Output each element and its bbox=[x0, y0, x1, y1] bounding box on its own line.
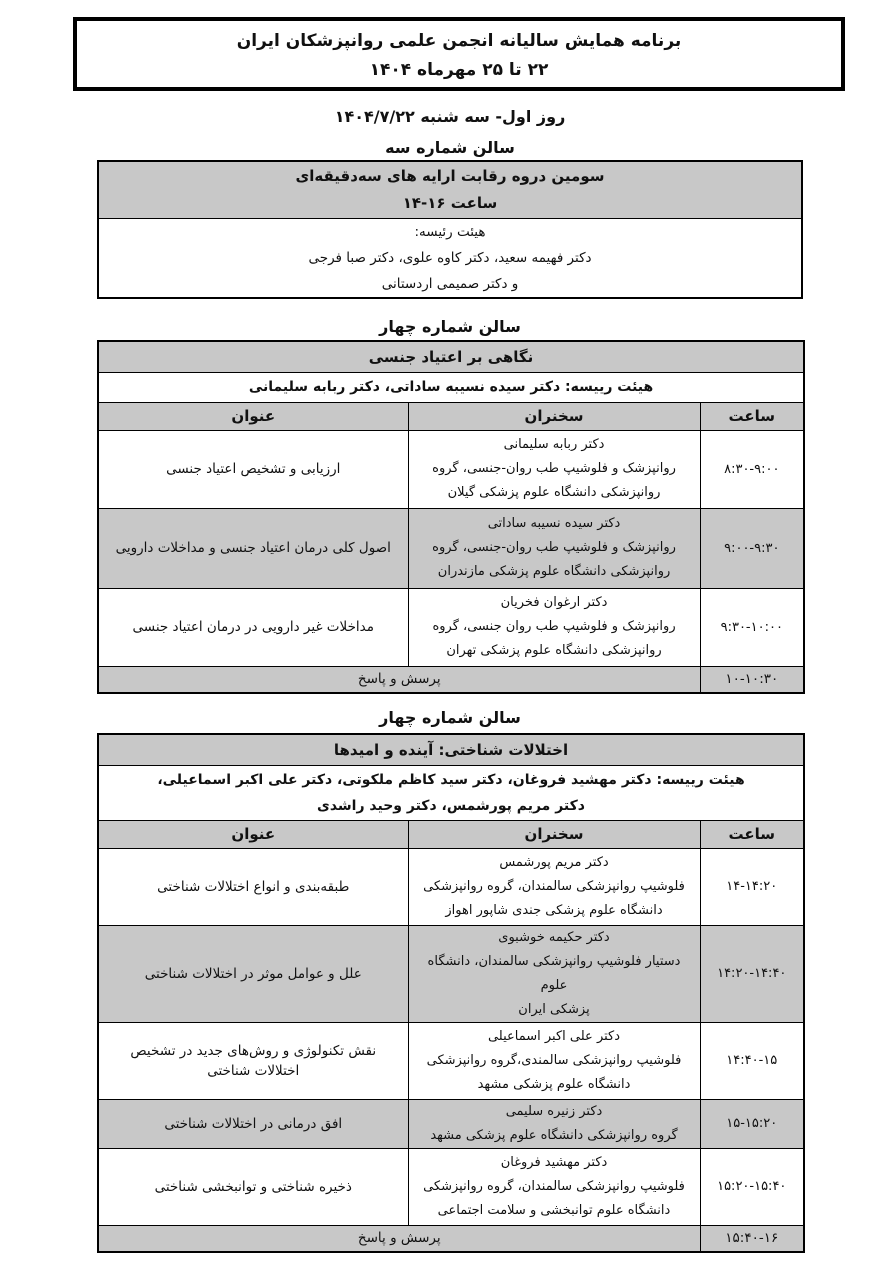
chairs-cell bbox=[98, 218, 802, 298]
speaker-affiliation: روانپزشکی دانشگاه علوم پزشکی مازندران bbox=[437, 564, 671, 579]
table-row bbox=[98, 1022, 804, 1099]
qa-label-cell: پرسش و پاسخ bbox=[98, 1225, 700, 1252]
speaker-affiliation: دستیار فلوشیپ روانپزشکی سالمندان، دانشگاه علوم bbox=[427, 953, 681, 993]
time-range: ۱۵:۲۰-۱۵:۴۰ bbox=[717, 1179, 787, 1194]
time-cell bbox=[700, 848, 804, 925]
speaker-affiliation: روانپزشکی دانشگاه علوم پزشکی گیلان bbox=[447, 485, 661, 500]
speaker-affiliation: دانشگاه علوم پزشکی مشهد bbox=[477, 1076, 631, 1092]
talk-title-cell: نقش تکنولوژی و روش‌های جدید در تشخیص اختلالات شناختی bbox=[98, 1022, 408, 1099]
qa-row bbox=[98, 666, 804, 693]
speaker-affiliation: دانشگاه علوم پزشکی جندی شاپور اهواز bbox=[445, 902, 663, 918]
time-cell bbox=[700, 1225, 804, 1252]
chairs-names-line2: و دکتر صمیمی اردستانی bbox=[381, 275, 519, 292]
speaker-cell bbox=[408, 848, 700, 925]
talk-title-cell: مداخلات غیر دارویی در درمان اعتیاد جنسی bbox=[98, 588, 408, 666]
time-range: ۱۴:۴۰-۱۵ bbox=[726, 1053, 778, 1068]
conference-dates: ۲۲ تا ۲۵ مهرماه ۱۴۰۴ bbox=[369, 60, 549, 80]
speaker-name: دکتر سیده نسیبه ساداتی bbox=[487, 516, 621, 531]
chairs-line2: دکتر مریم پورشمس، دکتر وحید راشدی bbox=[317, 797, 585, 814]
time-range: ۸:۳۰-۹:۰۰ bbox=[724, 461, 780, 477]
session-title-row bbox=[98, 161, 802, 218]
time-range: ۱۴-۱۴:۲۰ bbox=[726, 879, 778, 894]
session-table-sexual-addiction bbox=[97, 340, 805, 694]
speaker-cell bbox=[408, 1148, 700, 1225]
speaker-affiliation: فلوشیپ روانپزشکی سالمندی،گروه روانپزشکی bbox=[426, 1052, 682, 1068]
speaker-affiliation: روانپزشکی دانشگاه علوم پزشکی تهران bbox=[446, 643, 662, 658]
speaker-cell bbox=[408, 588, 700, 666]
session-title-cell bbox=[98, 161, 802, 218]
table-row bbox=[98, 848, 804, 925]
speaker-name: دکتر علی اکبر اسماعیلی bbox=[487, 1028, 621, 1044]
conference-title: برنامه همایش سالیانه انجمن علمی روانپزشکان ایران bbox=[236, 31, 682, 51]
speaker-affiliation: دانشگاه علوم توانبخشی و سلامت اجتماعی bbox=[437, 1202, 671, 1218]
qa-label-cell: پرسش و پاسخ bbox=[98, 666, 700, 693]
time-cell bbox=[700, 925, 804, 1022]
hall-heading-four-1: سالن شماره چهار bbox=[379, 317, 521, 336]
speaker-affiliation: پزشکی ایران bbox=[518, 1001, 590, 1017]
chairs-text: هیئت رییسه: دکتر سیده نسیبه ساداتی، دکتر ربابه سلیمانی bbox=[98, 372, 804, 402]
time-cell bbox=[700, 1099, 804, 1148]
time-cell bbox=[700, 666, 804, 693]
speaker-cell bbox=[408, 508, 700, 588]
column-header-speaker: سخنران bbox=[408, 402, 700, 430]
time-cell bbox=[700, 430, 804, 508]
speaker-name: دکتر ربابه سلیمانی bbox=[503, 437, 605, 452]
speaker-affiliation: فلوشیپ روانپزشکی سالمندان، گروه روانپزشکی bbox=[423, 1178, 685, 1194]
speaker-affiliation: روانپزشک و فلوشیپ طب روان-جنسی، گروه bbox=[432, 461, 676, 476]
time-range: ۱۵-۱۵:۲۰ bbox=[726, 1116, 778, 1131]
talk-title-cell: ذخیره شناختی و توانبخشی شناختی bbox=[98, 1148, 408, 1225]
day-heading: روز اول- سه شنبه ۱۴۰۴/۷/۲۲ bbox=[334, 107, 566, 126]
conference-header-box bbox=[73, 17, 845, 91]
column-header-row bbox=[98, 820, 804, 848]
session-title: اختلالات شناختی: آینده و امیدها bbox=[98, 734, 804, 765]
qa-row bbox=[98, 1225, 804, 1252]
chairs-line1: هیئت رییسه: دکتر مهشید فروغان، دکتر سید کاظم ملکوتی، دکتر علی اکبر اسماعیلی، bbox=[157, 771, 745, 788]
time-cell bbox=[700, 508, 804, 588]
chairs-row bbox=[98, 765, 804, 820]
table-row bbox=[98, 1148, 804, 1225]
column-header-row bbox=[98, 402, 804, 430]
session-title-row bbox=[98, 341, 804, 372]
time-range: ۱۵:۴۰-۱۶ bbox=[725, 1230, 779, 1247]
session-title-line1: سومین دروه رقابت ارایه های سه‌دقیقه‌ای bbox=[295, 166, 605, 185]
time-range: ۹:۰۰-۹:۳۰ bbox=[724, 540, 780, 556]
speaker-affiliation: گروه روانپزشکی دانشگاه علوم پزشکی مشهد bbox=[430, 1127, 678, 1143]
speaker-cell bbox=[408, 1022, 700, 1099]
column-header-title: عنوان bbox=[98, 820, 408, 848]
time-cell bbox=[700, 588, 804, 666]
table-row bbox=[98, 1099, 804, 1148]
session-title-row bbox=[98, 734, 804, 765]
session-title: نگاهی بر اعتیاد جنسی bbox=[98, 341, 804, 372]
chairs-label: هیئت رئیسه: bbox=[414, 223, 486, 240]
chairs-names-line1: دکتر فهیمه سعید، دکتر کاوه علوی، دکتر صبا فرجی bbox=[308, 249, 592, 266]
table-row bbox=[98, 430, 804, 508]
hall-heading-four-2: سالن شماره چهار bbox=[379, 708, 521, 727]
talk-title-cell: ارزیابی و تشخیص اعتیاد جنسی bbox=[98, 430, 408, 508]
chairs-row bbox=[98, 218, 802, 298]
session-title-line2: ساعت ۱۶-۱۴ bbox=[402, 193, 498, 212]
speaker-cell bbox=[408, 1099, 700, 1148]
column-header-time: ساعت bbox=[700, 820, 804, 848]
column-header-time: ساعت bbox=[700, 402, 804, 430]
column-header-title: عنوان bbox=[98, 402, 408, 430]
talk-title-cell: اصول کلی درمان اعتیاد جنسی و مداخلات دارویی bbox=[98, 508, 408, 588]
talk-title-cell: علل و عوامل موثر در اختلالات شناختی bbox=[98, 925, 408, 1022]
table-row bbox=[98, 925, 804, 1022]
talk-title-cell: افق درمانی در اختلالات شناختی bbox=[98, 1099, 408, 1148]
table-row bbox=[98, 508, 804, 588]
speaker-name: دکتر زنیره سلیمی bbox=[505, 1103, 603, 1119]
talk-title-cell: طبقه‌بندی و انواع اختلالات شناختی bbox=[98, 848, 408, 925]
time-cell bbox=[700, 1148, 804, 1225]
speaker-affiliation: روانپزشک و فلوشیپ طب روان جنسی، گروه bbox=[432, 619, 676, 634]
chairs-cell bbox=[98, 765, 804, 820]
session-table-competition bbox=[97, 160, 803, 299]
speaker-affiliation: روانپزشک و فلوشیپ طب روان-جنسی، گروه bbox=[432, 540, 676, 555]
session-table-cognitive-disorders bbox=[97, 733, 805, 1253]
time-range: ۱۰-۱۰:۳۰ bbox=[725, 671, 779, 688]
time-range: ۹:۳۰-۱۰:۰۰ bbox=[720, 619, 783, 635]
speaker-cell bbox=[408, 925, 700, 1022]
time-cell bbox=[700, 1022, 804, 1099]
speaker-name: دکتر ارغوان فخریان bbox=[500, 595, 608, 610]
speaker-name: دکتر مریم پورشمس bbox=[499, 854, 609, 870]
time-range: ۱۴:۲۰-۱۴:۴۰ bbox=[717, 966, 787, 981]
chairs-row bbox=[98, 372, 804, 402]
speaker-cell bbox=[408, 430, 700, 508]
speaker-name: دکتر حکیمه خوشبوی bbox=[498, 929, 610, 945]
table-row bbox=[98, 588, 804, 666]
speaker-affiliation: فلوشیپ روانپزشکی سالمندان، گروه روانپزشکی bbox=[423, 878, 685, 894]
speaker-name: دکتر مهشید فروغان bbox=[500, 1154, 608, 1170]
column-header-speaker: سخنران bbox=[408, 820, 700, 848]
hall-heading-three: سالن شماره سه bbox=[385, 138, 515, 157]
